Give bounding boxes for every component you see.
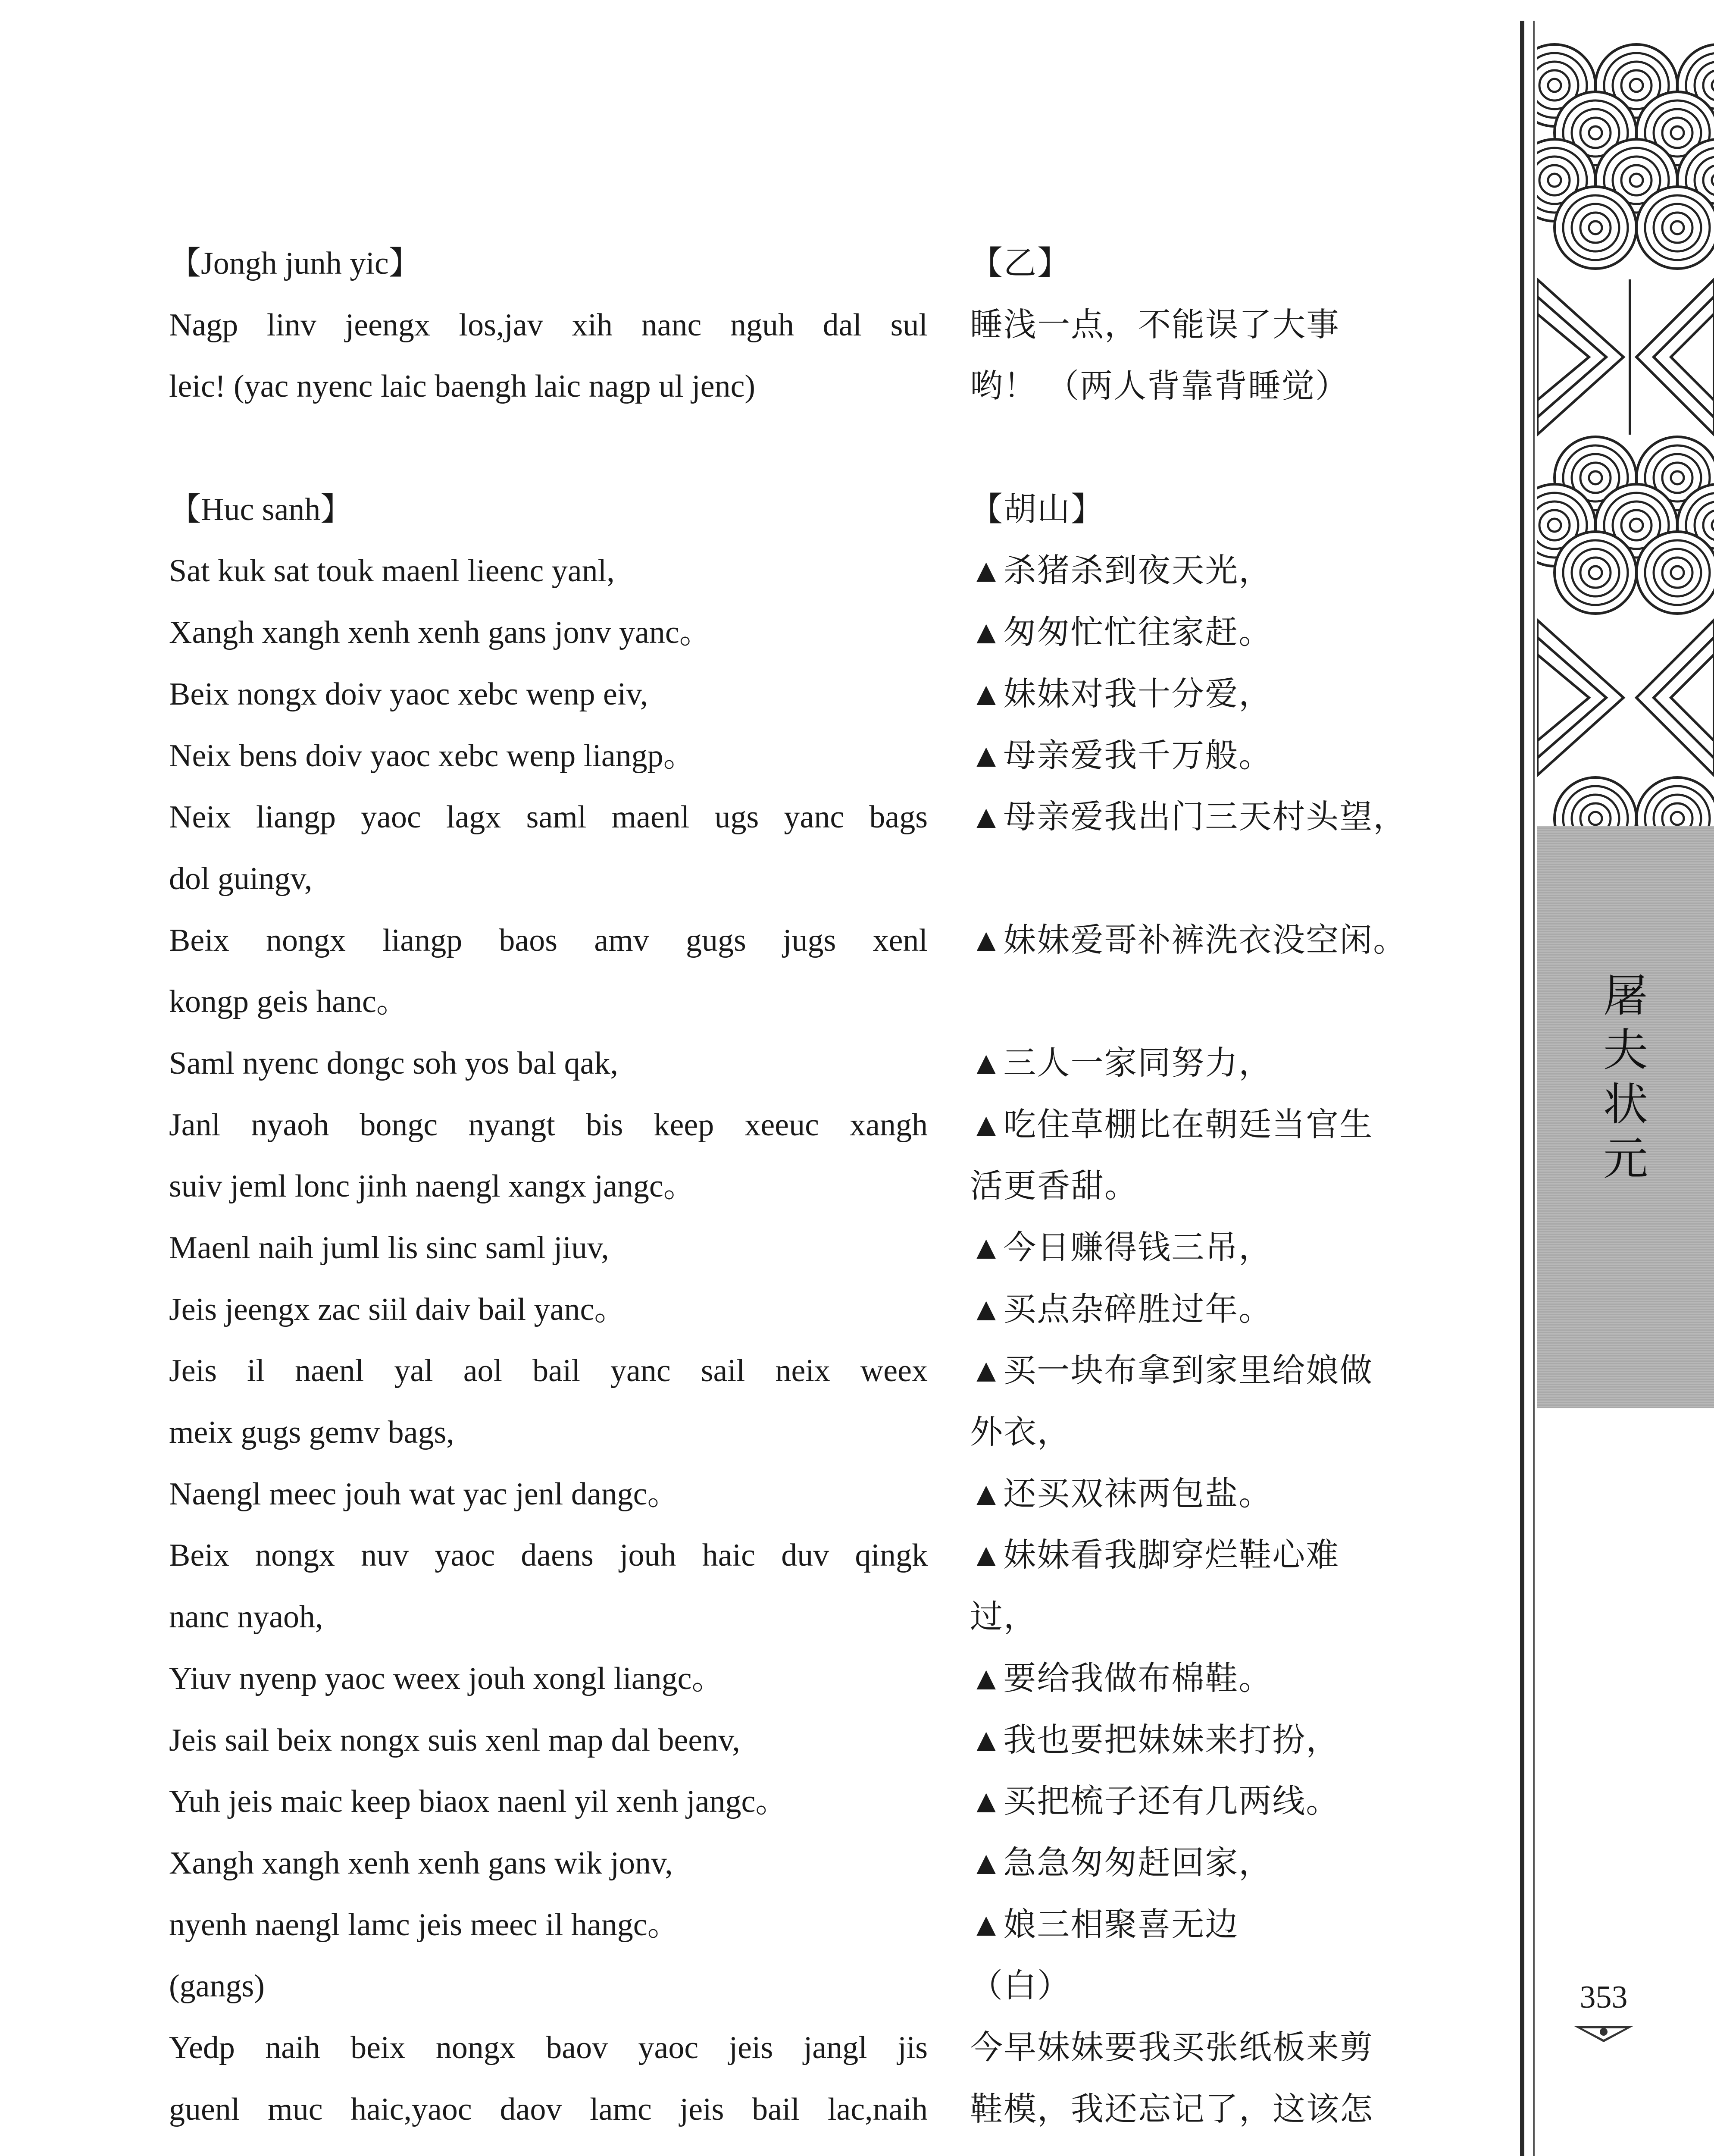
text-line: ▲娘三相聚喜无边 xyxy=(970,1906,1239,1943)
text-line: Beix nongx liangp baos amv gugs jugs xenl xyxy=(169,922,928,958)
text-line: ▲匆匆忙忙往家赶。 xyxy=(970,614,1273,651)
margin-rule-inner xyxy=(1533,21,1535,2156)
blank-line xyxy=(970,848,1444,910)
text-line: Maenl naih juml lis sinc saml jiuv, xyxy=(169,1230,609,1266)
text-line: 【Jongh junh yic】 xyxy=(169,246,421,281)
text-line: nanc nyaoh, xyxy=(169,1599,323,1635)
text-line: 外衣， xyxy=(970,1414,1071,1451)
text-line: Neix liangp yaoc lagx saml maenl ugs yanc bags xyxy=(169,799,928,835)
text-line: 活更香甜。 xyxy=(970,1168,1138,1205)
text-line: ▲今日赚得钱三吊， xyxy=(970,1230,1273,1266)
text-line: ▲买点杂碎胜过年。 xyxy=(970,1291,1273,1328)
cloud-wave-ornament xyxy=(1537,21,1714,826)
text-line: guenl muc haic,yaoc daov lamc jeis bail lac,naih xyxy=(169,2091,928,2127)
text-line: kongp geis hanc。 xyxy=(169,984,408,1020)
page-number: 353 xyxy=(1580,1980,1628,2015)
text-line: （白） xyxy=(970,1968,1071,2005)
text-line: leic! (yac nyenc laic baengh laic nagp ul jenc) xyxy=(169,369,756,404)
text-line: Xangh xangh xenh xenh gans wik jonv, xyxy=(169,1845,673,1881)
text-line: Sat kuk sat touk maenl lieenc yanl, xyxy=(169,553,615,589)
page-number-ornament xyxy=(1573,2022,1634,2046)
text-line: 过， xyxy=(970,1599,1037,1636)
text-line: Naengl meec jouh wat yac jenl dangc。 xyxy=(169,1476,679,1512)
text-line: Jeis jeengx zac siil daiv bail yanc。 xyxy=(169,1291,626,1327)
text-line: ▲妹妹对我十分爱， xyxy=(970,676,1273,712)
blank-line xyxy=(169,417,928,479)
text-line: 今早妹妹要我买张纸板来剪 xyxy=(970,2029,1373,2066)
sidebar-title-panel xyxy=(1537,826,1714,1408)
scallop-band-top xyxy=(1537,44,1714,269)
blank-line xyxy=(970,417,1444,479)
text-line: ▲母亲爱我千万般。 xyxy=(970,737,1273,774)
text-line: 哟！ （两人背靠背睡觉） xyxy=(970,368,1349,405)
text-line: ▲还买双袜两包盐。 xyxy=(970,1476,1273,1512)
text-line: 睡浅一点，不能误了大事 xyxy=(970,307,1340,343)
text-line: Beix nongx nuv yaoc daens jouh haic duv qingk xyxy=(169,1538,928,1573)
text-line: Janl nyaoh bongc nyangt bis keep xeeuc xangh xyxy=(169,1107,928,1143)
text-line: 鞋模，我还忘记了，这该怎 xyxy=(970,2091,1373,2128)
text-line: suiv jeml lonc jinh naengl xangx jangc。 xyxy=(169,1169,695,1204)
text-column-chinese xyxy=(970,233,1444,2140)
text-line: Yiuv nyenp yaoc weex jouh xongl liangc。 xyxy=(169,1661,724,1696)
text-line: ▲要给我做布棉鞋。 xyxy=(970,1660,1273,1697)
text-line: ▲急急匆匆赶回家， xyxy=(970,1845,1273,1881)
blank-line xyxy=(970,971,1444,1033)
text-line: meix gugs gemv bags, xyxy=(169,1415,454,1451)
text-line: ▲妹妹爱哥补裤洗衣没空闲。 xyxy=(970,922,1407,959)
text-line: ▲母亲爱我出门三天村头望， xyxy=(970,799,1407,836)
sidebar-title: 屠夫状元 xyxy=(1603,969,1648,1185)
text-line: 【乙】 xyxy=(970,245,1071,282)
text-line: Yedp naih beix nongx baov yaoc jeis jangl jis xyxy=(169,2030,928,2065)
text-column-dong xyxy=(169,233,928,2140)
text-line: Saml nyenc dongc soh yos bal qak, xyxy=(169,1045,618,1081)
text-line: nyenh naengl lamc jeis meec il hangc。 xyxy=(169,1907,679,1943)
text-line: Jeis sail beix nongx suis xenl map dal beenv, xyxy=(169,1722,740,1758)
text-line: Beix nongx doiv yaoc xebc wenp eiv, xyxy=(169,676,648,712)
text-line: ▲吃住草棚比在朝廷当官生 xyxy=(970,1106,1373,1143)
text-line: Jeis il naenl yal aol bail yanc sail neix weex xyxy=(169,1353,928,1389)
text-line: ▲三人一家同努力， xyxy=(970,1045,1273,1081)
text-line: ▲我也要把妹妹来打扮， xyxy=(970,1722,1340,1758)
margin-rule xyxy=(1520,21,1524,2156)
text-line: ▲杀猪杀到夜天光， xyxy=(970,553,1273,589)
text-line: Yuh jeis maic keep biaox naenl yil xenh jangc。 xyxy=(169,1784,788,1820)
text-line: ▲买把梳子还有几两线。 xyxy=(970,1783,1340,1820)
text-line: ▲妹妹看我脚穿烂鞋心难 xyxy=(970,1537,1340,1574)
text-line: dol guingv, xyxy=(169,861,313,896)
text-line: 【胡山】 xyxy=(970,491,1104,528)
text-line: Neix bens doiv yaoc xebc wenp liangp。 xyxy=(169,738,695,774)
text-line: Xangh xangh xenh xenh gans jonv yanc。 xyxy=(169,615,711,651)
text-line: 【Huc sanh】 xyxy=(169,492,353,527)
text-line: ▲买一块布拿到家里给娘做 xyxy=(970,1353,1373,1389)
text-line: (gangs) xyxy=(169,1968,265,2004)
text-line: Nagp linv jeengx los,jav xih nanc nguh dal sul xyxy=(169,307,928,343)
